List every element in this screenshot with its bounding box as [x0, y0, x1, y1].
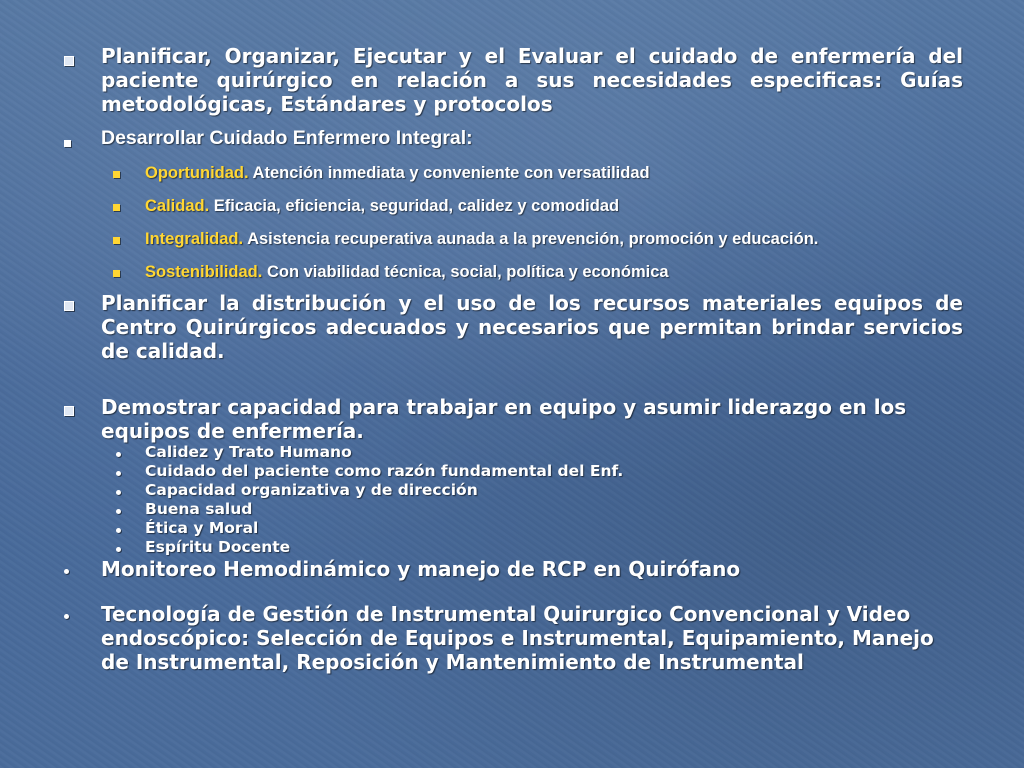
bullet-text: Espíritu Docente [145, 538, 291, 556]
square-bullet-icon [64, 140, 71, 147]
dot-bullet-icon [64, 569, 69, 574]
dot-bullet-icon [116, 471, 121, 476]
hollow-square-bullet-icon [64, 301, 74, 311]
term-description: Con viabilidad técnica, social, política y económica [262, 263, 669, 281]
dot-bullet-icon [116, 509, 121, 514]
bullet-text: Demostrar capacidad para trabajar en equipo y asumir liderazgo en los equipos de enfermería. [101, 395, 907, 443]
dot-bullet-icon [116, 528, 121, 533]
square-bullet-icon [113, 204, 120, 211]
hollow-square-bullet-icon [64, 406, 74, 416]
bullet-text: Monitoreo Hemodinámico y manejo de RCP en Quirófano [101, 557, 741, 581]
term-description: Atención inmediata y conveniente con versatilidad [248, 164, 650, 182]
square-bullet-icon [113, 171, 120, 178]
term-label: Calidad. [145, 197, 210, 215]
dot-bullet-icon [116, 490, 121, 495]
bullet-text: Tecnología de Gestión de Instrumental Quirurgico Convencional y Video endoscópico: Selección de Equipos e Instrumental, Equipamiento, Manejo de Instrumental, Reposición y Mantenimiento de Instrumental [101, 602, 934, 674]
dot-bullet-icon [64, 614, 69, 619]
term-description: Eficacia, eficiencia, seguridad, calidez y comodidad [209, 197, 620, 215]
bullet-text: Planificar, Organizar, Ejecutar y el Evaluar el cuidado de enfermería del paciente quirúrgico en relación a sus necesidades especificas: Guías metodológicas, Estándares y protocolos [101, 44, 963, 116]
bullet-text: Ética y Moral [145, 519, 259, 537]
bullet-text: Desarrollar Cuidado Enfermero Integral: [101, 127, 473, 149]
term-label: Sostenibilidad. [145, 263, 263, 281]
square-bullet-icon [113, 237, 120, 244]
term-label: Oportunidad. [145, 164, 249, 182]
bullet-text: Cuidado del paciente como razón fundamental del Enf. [145, 462, 624, 480]
bullet-text: Calidez y Trato Humano [145, 443, 352, 461]
term-label: Integralidad. [145, 230, 244, 248]
dot-bullet-icon [116, 452, 121, 457]
square-bullet-icon [113, 270, 120, 277]
bullet-text: Planificar la distribución y el uso de los recursos materiales equipos de Centro Quirúrgicos adecuados y necesarios que permitan brindar servicios de calidad. [101, 291, 963, 363]
hollow-square-bullet-icon [64, 56, 74, 66]
bullet-text: Capacidad organizativa y de dirección [145, 481, 478, 499]
bullet-text: Buena salud [145, 500, 253, 518]
dot-bullet-icon [116, 547, 121, 552]
term-description: Asistencia recuperativa aunada a la prevención, promoción y educación. [243, 230, 819, 248]
